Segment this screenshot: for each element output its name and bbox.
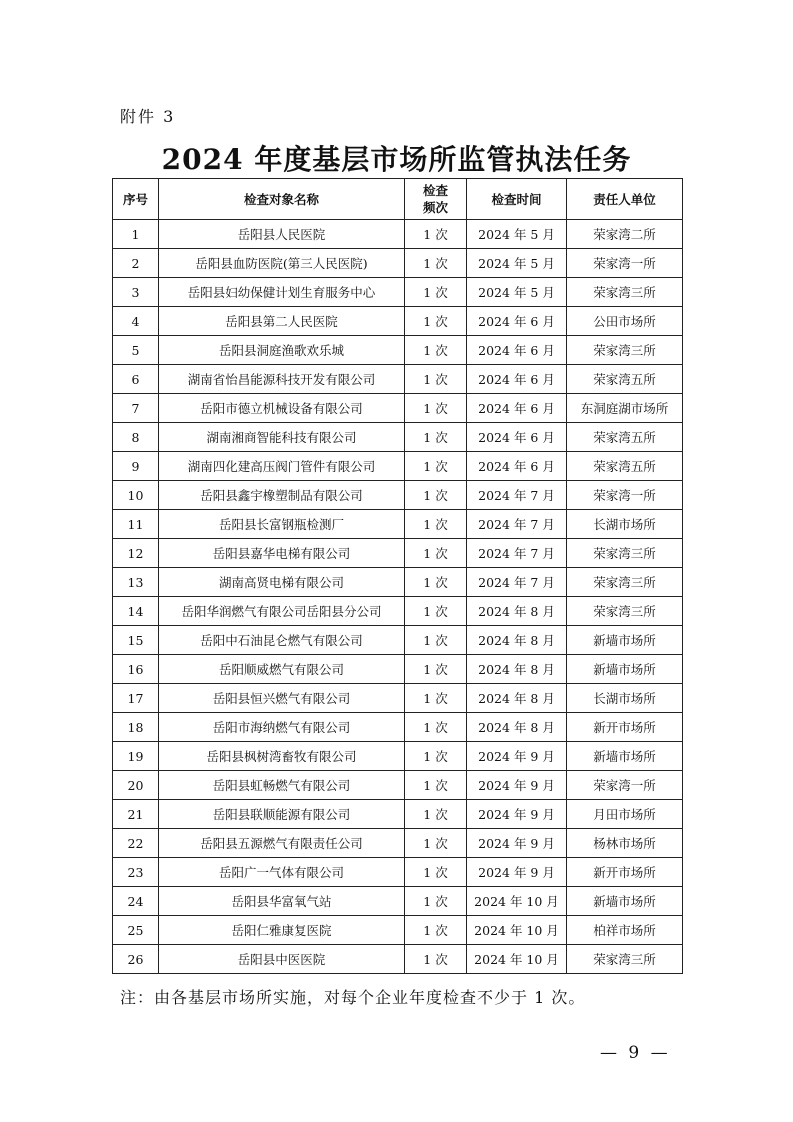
row-index: 24 [113,887,159,916]
row-target: 岳阳县鑫宇橡塑制品有限公司 [159,481,405,510]
row-target: 岳阳县妇幼保健计划生育服务中心 [159,278,405,307]
table-row [113,655,683,684]
row-frequency: 1 次 [405,452,467,481]
row-time: 2024 年 6 月 [467,423,567,452]
row-target: 岳阳县中医医院 [159,945,405,974]
row-unit: 长湖市场所 [567,684,683,713]
table-row [113,336,683,365]
row-frequency: 1 次 [405,771,467,800]
row-index: 7 [113,394,159,423]
row-target: 岳阳华润燃气有限公司岳阳县分公司 [159,597,405,626]
row-frequency: 1 次 [405,481,467,510]
row-index: 3 [113,278,159,307]
row-frequency: 1 次 [405,916,467,945]
row-target: 岳阳县华富氧气站 [159,887,405,916]
row-frequency: 1 次 [405,249,467,278]
row-index: 20 [113,771,159,800]
table-row [113,365,683,394]
row-unit: 杨林市场所 [567,829,683,858]
row-unit: 新墙市场所 [567,655,683,684]
row-index: 15 [113,626,159,655]
table-body [113,220,683,974]
row-time: 2024 年 8 月 [467,626,567,655]
row-frequency: 1 次 [405,510,467,539]
row-index: 18 [113,713,159,742]
row-unit: 荣家湾一所 [567,771,683,800]
row-index: 1 [113,220,159,249]
row-frequency: 1 次 [405,713,467,742]
row-frequency: 1 次 [405,655,467,684]
row-index: 14 [113,597,159,626]
row-time: 2024 年 8 月 [467,597,567,626]
row-index: 19 [113,742,159,771]
row-index: 25 [113,916,159,945]
row-target: 岳阳顺威燃气有限公司 [159,655,405,684]
col-header-unit: 责任人单位 [567,179,683,220]
row-unit: 柏祥市场所 [567,916,683,945]
row-unit: 新开市场所 [567,858,683,887]
table-row [113,568,683,597]
attachment-label: 附件 3 [120,107,176,126]
row-time: 2024 年 5 月 [467,249,567,278]
row-frequency: 1 次 [405,945,467,974]
table-row [113,626,683,655]
row-index: 9 [113,452,159,481]
row-frequency: 1 次 [405,423,467,452]
row-time: 2024 年 6 月 [467,336,567,365]
row-unit: 荣家湾一所 [567,481,683,510]
row-unit: 荣家湾三所 [567,597,683,626]
row-target: 湖南省怡昌能源科技开发有限公司 [159,365,405,394]
row-unit: 新墙市场所 [567,887,683,916]
row-unit: 新开市场所 [567,713,683,742]
row-unit: 荣家湾一所 [567,249,683,278]
row-target: 岳阳中石油昆仑燃气有限公司 [159,626,405,655]
row-frequency: 1 次 [405,539,467,568]
row-frequency: 1 次 [405,278,467,307]
row-frequency: 1 次 [405,365,467,394]
row-unit: 东洞庭湖市场所 [567,394,683,423]
table-row [113,481,683,510]
row-frequency: 1 次 [405,597,467,626]
row-index: 10 [113,481,159,510]
row-frequency: 1 次 [405,336,467,365]
row-unit: 荣家湾五所 [567,452,683,481]
row-index: 6 [113,365,159,394]
row-target: 岳阳市德立机械设备有限公司 [159,394,405,423]
row-time: 2024 年 9 月 [467,742,567,771]
row-time: 2024 年 9 月 [467,829,567,858]
row-unit: 荣家湾三所 [567,945,683,974]
row-time: 2024 年 5 月 [467,220,567,249]
table-row [113,423,683,452]
row-unit: 荣家湾三所 [567,336,683,365]
row-time: 2024 年 8 月 [467,684,567,713]
row-time: 2024 年 8 月 [467,713,567,742]
row-time: 2024 年 5 月 [467,278,567,307]
table-row [113,539,683,568]
row-time: 2024 年 6 月 [467,452,567,481]
row-index: 26 [113,945,159,974]
row-index: 21 [113,800,159,829]
row-index: 23 [113,858,159,887]
row-frequency: 1 次 [405,684,467,713]
row-frequency: 1 次 [405,800,467,829]
row-time: 2024 年 8 月 [467,655,567,684]
row-target: 岳阳县枫树湾畜牧有限公司 [159,742,405,771]
row-time: 2024 年 7 月 [467,568,567,597]
col-header-frequency: 检查 频次 [405,179,467,220]
col-header-time: 检查时间 [467,179,567,220]
row-target: 岳阳县联顺能源有限公司 [159,800,405,829]
row-unit: 荣家湾五所 [567,365,683,394]
row-unit: 公田市场所 [567,307,683,336]
row-time: 2024 年 7 月 [467,510,567,539]
row-time: 2024 年 7 月 [467,481,567,510]
row-unit: 荣家湾二所 [567,220,683,249]
row-time: 2024 年 9 月 [467,800,567,829]
table-row [113,307,683,336]
row-index: 12 [113,539,159,568]
table-row [113,858,683,887]
row-frequency: 1 次 [405,887,467,916]
table-row [113,887,683,916]
row-target: 岳阳仁雅康复医院 [159,916,405,945]
table-row [113,945,683,974]
row-frequency: 1 次 [405,307,467,336]
row-index: 17 [113,684,159,713]
col-header-index: 序号 [113,179,159,220]
table-row [113,771,683,800]
row-frequency: 1 次 [405,220,467,249]
table-row [113,916,683,945]
table-row [113,684,683,713]
row-unit: 月田市场所 [567,800,683,829]
row-unit: 新墙市场所 [567,626,683,655]
row-time: 2024 年 6 月 [467,307,567,336]
row-index: 2 [113,249,159,278]
row-unit: 荣家湾三所 [567,568,683,597]
task-table [112,178,683,974]
row-time: 2024 年 9 月 [467,858,567,887]
table-row [113,800,683,829]
row-time: 2024 年 10 月 [467,887,567,916]
table-row [113,829,683,858]
row-target: 岳阳县人民医院 [159,220,405,249]
row-target: 岳阳县嘉华电梯有限公司 [159,539,405,568]
table-row [113,394,683,423]
row-target: 岳阳县第二人民医院 [159,307,405,336]
row-time: 2024 年 7 月 [467,539,567,568]
table-row [113,220,683,249]
table-row [113,249,683,278]
table-row [113,713,683,742]
row-target: 岳阳县五源燃气有限责任公司 [159,829,405,858]
row-unit: 新墙市场所 [567,742,683,771]
table-row [113,597,683,626]
row-target: 岳阳县虹畅燃气有限公司 [159,771,405,800]
row-target: 岳阳县血防医院(第三人民医院) [159,249,405,278]
page-number: — 9 — [600,1043,671,1063]
row-target: 湖南四化建高压阀门管件有限公司 [159,452,405,481]
row-frequency: 1 次 [405,568,467,597]
row-target: 湖南湘商智能科技有限公司 [159,423,405,452]
row-target: 岳阳市海纳燃气有限公司 [159,713,405,742]
row-unit: 荣家湾五所 [567,423,683,452]
row-target: 岳阳县长富钢瓶检测厂 [159,510,405,539]
row-target: 岳阳县洞庭渔歌欢乐城 [159,336,405,365]
row-frequency: 1 次 [405,394,467,423]
footnote: 注：由各基层市场所实施，对每个企业年度检查不少于 1 次。 [120,988,586,1007]
row-frequency: 1 次 [405,626,467,655]
table-row [113,742,683,771]
row-index: 11 [113,510,159,539]
table-row [113,278,683,307]
row-unit: 荣家湾三所 [567,278,683,307]
page-title: 2024 年度基层市场所监管执法任务 [161,143,632,176]
row-index: 16 [113,655,159,684]
row-target: 岳阳县恒兴燃气有限公司 [159,684,405,713]
table-row [113,452,683,481]
row-frequency: 1 次 [405,742,467,771]
row-index: 5 [113,336,159,365]
row-unit: 荣家湾三所 [567,539,683,568]
table-row [113,510,683,539]
row-time: 2024 年 6 月 [467,365,567,394]
row-index: 4 [113,307,159,336]
row-frequency: 1 次 [405,858,467,887]
col-header-target: 检查对象名称 [159,179,405,220]
row-index: 22 [113,829,159,858]
row-unit: 长湖市场所 [567,510,683,539]
row-index: 13 [113,568,159,597]
row-time: 2024 年 6 月 [467,394,567,423]
row-index: 8 [113,423,159,452]
table-header-row [113,179,683,220]
row-time: 2024 年 9 月 [467,771,567,800]
row-frequency: 1 次 [405,829,467,858]
row-time: 2024 年 10 月 [467,916,567,945]
row-target: 岳阳广一气体有限公司 [159,858,405,887]
row-target: 湖南高贤电梯有限公司 [159,568,405,597]
row-time: 2024 年 10 月 [467,945,567,974]
